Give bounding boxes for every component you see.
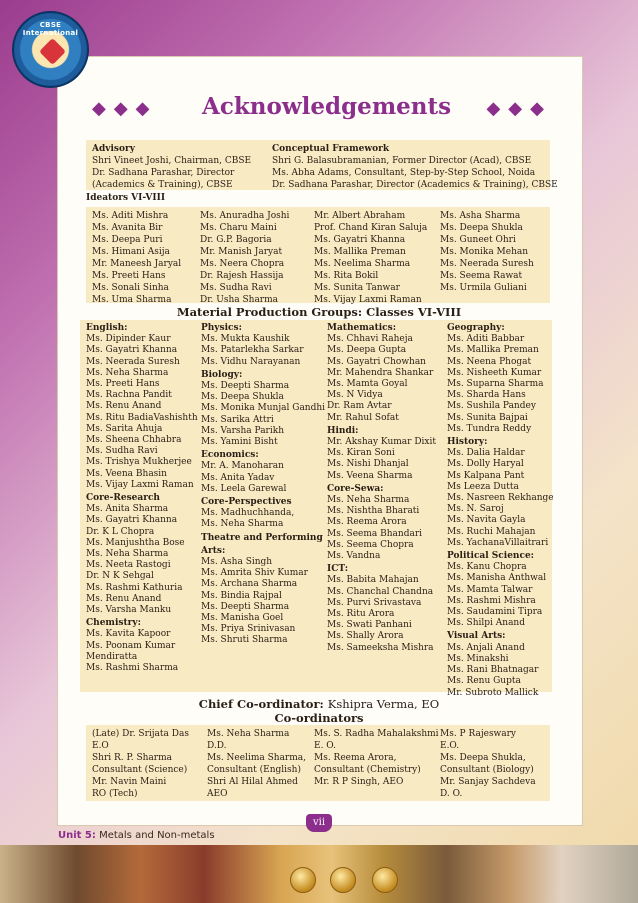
ideators-column-2 — [200, 210, 289, 306]
member-name: Ms. Neerada Suresh — [86, 356, 180, 367]
member-name: (Late) Dr. Srijata Das — [92, 729, 189, 739]
member-name: Ms. Vijay Laxmi Raman — [86, 479, 194, 490]
group-heading: ICT: — [327, 564, 349, 575]
member-name: Mr. Rahul Sofat — [327, 412, 399, 423]
member-name: Ms. Anita Yadav — [201, 472, 275, 483]
member-name: Ms. P Rajeswary — [440, 729, 517, 739]
member-name: Mendiratta — [86, 651, 138, 662]
group-heading: Mathematics: — [327, 323, 397, 333]
member-name: Ms. Preeti Hans — [86, 379, 160, 390]
member-name: Ms. Asha Singh — [201, 557, 273, 568]
member-name: Mr. Maneesh Jaryal — [92, 259, 182, 269]
member-name: Ms. Neerada Suresh — [440, 259, 534, 269]
group-heading: Hindi: — [327, 425, 359, 436]
member-name: Shri Al Hilal Ahmed — [207, 777, 298, 787]
member-name: D.D. — [207, 741, 227, 751]
member-name: Ms. Mallika Preman — [447, 345, 539, 356]
member-name: Ms. Ritu Arora — [327, 609, 395, 620]
member-name: Ms. Gayatri Khanna — [314, 235, 406, 245]
member-name: Ms. Sudha Ravi — [200, 283, 272, 293]
member-name: Mr. Subroto Mallick — [447, 687, 539, 698]
material-box — [80, 320, 554, 698]
member-name: Ms. Himani Asija — [92, 247, 170, 257]
member-name: E.O. — [440, 741, 460, 751]
group-heading: Geography: — [447, 323, 505, 333]
member-name: Ms. Chanchal Chandna — [327, 586, 434, 597]
member-name: Ms. Rashmi Sharma — [86, 663, 179, 674]
chief-label: Chief Co-ordinator: — [198, 697, 324, 711]
member-name: Ms. Guneet Ohri — [440, 235, 516, 245]
member-name: Ms. Ruchi Mahajan — [447, 526, 536, 537]
coordinators-column-4 — [440, 728, 536, 800]
member-name: E.O — [92, 741, 109, 751]
group-heading: Chemistry: — [86, 618, 141, 629]
member-name: Dr. Ram Avtar — [327, 401, 392, 412]
coordinators-column-2 — [207, 728, 306, 800]
member-name: Ms. Uma Sharma — [92, 295, 172, 305]
ideators-column-3 — [314, 210, 427, 306]
member-name: Ms. Rashmi Kathuria — [86, 582, 183, 593]
member-name: Ms. Yamini Bisht — [201, 437, 278, 448]
member-name: Consultant (English) — [207, 765, 301, 775]
member-name: Dr. Rajesh Hassija — [200, 271, 284, 281]
member-name: Ms. Reema Arora — [327, 517, 407, 528]
member-name: Ms. Rani Bhatnagar — [447, 665, 539, 676]
member-name: Ms. Dipinder Kaur — [86, 334, 171, 345]
member-name: Ms. Manjushtha Bose — [86, 537, 185, 548]
advisory-box — [86, 140, 558, 190]
member-name: Ms. Poonam Kumar — [86, 640, 176, 651]
advisory-title: Advisory — [92, 144, 135, 154]
member-name: Ms. Veena Sharma — [327, 470, 413, 481]
coordinators-title: Co-ordinators — [274, 711, 364, 725]
member-name: Ms. Nisheeth Kumar — [447, 367, 542, 378]
member-name: Consultant (Chemistry) — [314, 765, 421, 775]
member-name: Ms. Neena Phogat — [447, 356, 532, 367]
framework-title: Conceptual Framework — [272, 144, 390, 154]
member-name: Mr. Akshay Kumar Dixit — [327, 437, 436, 448]
member-name: Ms. Seema Bhandari — [327, 528, 423, 539]
member-name: Ms. Sameeksha Mishra — [327, 642, 434, 653]
member-name: Ms. Neha Sharma — [86, 367, 169, 378]
unit-title: Metals and Non-metals — [99, 830, 215, 841]
framework-line: Dr. Sadhana Parashar, Director (Academics & Training), CBSE — [272, 180, 558, 190]
member-name: Ms. Sunita Tanwar — [314, 283, 400, 293]
material-column-1 — [86, 323, 198, 674]
member-name: Ms. Babita Mahajan — [327, 575, 419, 586]
emblem-icon — [39, 38, 66, 65]
member-name: Ms. Patarlekha Sarkar — [201, 345, 304, 356]
page-title: Acknowledgements — [202, 93, 452, 120]
group-heading: Core-Perspectives — [201, 497, 292, 508]
member-name: Ms. Sharda Hans — [447, 390, 526, 401]
member-name: Ms. Sudha Ravi — [86, 446, 158, 457]
group-heading: English: — [86, 323, 128, 333]
member-name: E. O. — [314, 741, 337, 751]
member-name: Ms. N Vidya — [327, 390, 383, 401]
framework-line: Ms. Abha Adams, Consultant, Step-by-Step School, Noida — [272, 168, 536, 178]
member-name: Ms. Shilpi Anand — [447, 618, 525, 629]
member-name: Ms. Anita Sharma — [86, 504, 169, 515]
advisory-column — [92, 143, 251, 191]
member-name: Ms. Nishtha Bharati — [327, 506, 420, 517]
group-heading: Physics: — [201, 323, 242, 333]
member-name: Ms. Neelima Sharma, — [207, 753, 306, 763]
member-name: Ms. Anjali Anand — [447, 642, 525, 653]
member-name: Ms. YachanaVillaitrari — [447, 537, 549, 548]
member-name: Ms. Mamta Talwar — [447, 584, 533, 595]
chief-name: Kshipra Verma, EO — [327, 697, 440, 711]
member-name: D. O. — [440, 789, 463, 799]
member-name: Ms. Renu Anand — [86, 401, 162, 412]
group-heading: Core-Sewa: — [327, 483, 384, 494]
member-name: Ms. Purvi Srivastava — [327, 597, 422, 608]
group-heading: Arts: — [201, 545, 226, 556]
member-name: Ms. Aditi Babbar — [447, 334, 525, 345]
member-name: Mr. Mahendra Shankar — [327, 367, 434, 378]
member-name: Ms. Deepa Shukla — [440, 223, 523, 233]
diamond-icon-left: ◆◆◆ — [92, 98, 158, 119]
member-name: Ms. Mukta Kaushik — [201, 334, 290, 345]
advisory-line: Shri Vineet Joshi, Chairman, CBSE — [92, 156, 252, 166]
member-name: Ms. Archana Sharma — [201, 579, 298, 590]
group-heading: Visual Arts: — [447, 631, 506, 642]
member-name: Mr. A. Manoharan — [201, 461, 284, 472]
member-name: Ms. Neha Sharma — [86, 549, 169, 560]
member-name: Mr. Sanjay Sachdeva — [440, 777, 536, 787]
member-name: Ms. Leela Garewal — [201, 483, 287, 494]
member-name: Ms. Seema Chopra — [327, 539, 414, 550]
member-name: Dr. G.P. Bagoria — [200, 235, 272, 245]
member-name: Ms. Shruti Sharma — [201, 635, 288, 646]
member-name: Mr. Albert Abraham — [314, 211, 406, 221]
member-name: Ms. Trishya Mukherjee — [86, 457, 192, 468]
member-name: Consultant (Biology) — [440, 765, 534, 775]
member-name: Ms. Deepti Sharma — [201, 601, 290, 612]
member-name: Ms. Sonali Sinha — [92, 283, 169, 293]
ideators-box — [86, 207, 550, 303]
member-name: Ms. Renu Gupta — [447, 676, 521, 687]
member-name: Ms. Neha Sharma — [327, 495, 410, 506]
cbse-logo — [12, 11, 89, 88]
member-name: Ms. Nishi Dhanjal — [327, 459, 409, 470]
member-name: Ms. Rachna Pandit — [86, 390, 172, 401]
member-name: Ms. Monika Mehan — [440, 247, 529, 257]
member-name: Ms. Preeti Hans — [92, 271, 166, 281]
member-name: Ms. Charu Maini — [200, 223, 277, 233]
member-name: Ms. Shally Arora — [327, 631, 404, 642]
member-name: Ms. Madhuchhanda, — [201, 508, 295, 519]
member-name: Ms. Amrita Shiv Kumar — [201, 568, 308, 579]
member-name: Ms. Sushila Pandey — [447, 401, 536, 412]
member-name: Ms. Mamta Goyal — [327, 379, 408, 390]
page-number: vii — [306, 814, 332, 832]
group-heading: History: — [447, 437, 488, 448]
member-name: Prof. Chand Kiran Saluja — [314, 223, 428, 233]
member-name: Ms. Neha Sharma — [201, 519, 284, 530]
material-column-3 — [327, 323, 436, 654]
framework-line: Shri G. Balasubramanian, Former Director (Acad), CBSE — [272, 156, 532, 166]
member-name: Ms. Gayatri Khanna — [86, 515, 178, 526]
diamond-icon-right: ◆◆◆ — [486, 98, 552, 119]
member-name: Ms. Dalia Haldar — [447, 448, 525, 459]
member-name: Ms. Minakshi — [447, 653, 509, 664]
member-name: Ms. Deepa Shukla, — [440, 753, 526, 763]
member-name: Ms. Kanu Chopra — [447, 562, 527, 573]
member-name: Ms. Rita Bokil — [314, 271, 379, 281]
member-name: Ms. Aditi Mishra — [92, 211, 169, 221]
member-name: Ms. Rashmi Mishra — [447, 595, 536, 606]
chief-coordinator — [0, 697, 638, 711]
coordinators-column-3 — [314, 728, 439, 788]
member-name: Ms. Deepti Sharma — [201, 381, 290, 392]
member-name: Ms. Deepa Gupta — [327, 345, 407, 356]
member-name: Ms. Asha Sharma — [440, 211, 521, 221]
material-column-2 — [201, 323, 325, 647]
advisory-line: Dr. Sadhana Parashar, Director — [92, 168, 235, 178]
member-name: Ms. Varsha Parikh — [201, 425, 284, 436]
member-name: Ms. Kavita Kapoor — [86, 629, 171, 640]
member-name: Ms Leeza Dutta — [447, 481, 519, 492]
member-name: RO (Tech) — [92, 789, 138, 799]
member-name: Ms. Gayatri Chowhan — [327, 356, 426, 367]
member-name: Ms. Renu Anand — [86, 593, 162, 604]
coin-icon — [330, 867, 356, 893]
coin-icon — [290, 867, 316, 893]
member-name: Ms. Ritu BadiaVashishth — [86, 412, 198, 423]
group-heading: Political Science: — [447, 551, 535, 562]
member-name: Mr. R P Singh, AEO — [314, 777, 404, 787]
member-name: Ms. Manisha Anthwal — [447, 573, 547, 584]
member-name: Shri R. P. Sharma — [92, 753, 172, 763]
member-name: Consultant (Science) — [92, 765, 188, 775]
member-name: Ms. Tundra Reddy — [447, 423, 532, 434]
advisory-line: (Academics & Training), CBSE — [92, 180, 233, 190]
member-name: Ms. Deepa Puri — [92, 235, 163, 245]
member-name: Ms. Veena Bhasin — [86, 468, 167, 479]
ideators-title: Ideators VI-VIII — [86, 193, 166, 203]
unit-footer — [58, 830, 215, 841]
ideators-column-4 — [440, 210, 534, 294]
member-name: Mr. Manish Jaryat — [200, 247, 283, 257]
member-name: Ms. Nasreen Rekhange — [447, 493, 554, 504]
member-name: Ms. Seema Rawat — [440, 271, 523, 281]
member-name: Ms. Avanita Bir — [92, 223, 163, 233]
member-name: Ms. Monika Munjal Gandhi — [201, 403, 326, 414]
member-name: Ms. S. Radha Mahalakshmi — [314, 729, 439, 739]
member-name: Ms. Kiran Soni — [327, 448, 395, 459]
coordinators-column-1 — [92, 728, 189, 800]
member-name: Ms. Sunita Bajpai — [447, 412, 528, 423]
member-name: Ms. Suparna Sharma — [447, 379, 544, 390]
member-name: Ms. Vandna — [327, 551, 381, 562]
member-name: Dr. K L Chopra — [86, 526, 155, 537]
member-name: Ms. Neera Chopra — [200, 259, 285, 269]
decorative-photo-strip — [0, 845, 638, 903]
member-name: Ms. Sarika Attri — [201, 414, 274, 425]
ideators-column-1 — [92, 210, 181, 306]
member-name: AEO — [207, 789, 228, 799]
group-heading: Economics: — [201, 450, 259, 461]
member-name: Ms. Gayatri Khanna — [86, 345, 178, 356]
member-name: Ms. Sarita Ahuja — [86, 423, 163, 434]
member-name: Ms. Sheena Chhabra — [86, 435, 182, 446]
member-name: Ms. Chhavi Raheja — [327, 334, 413, 345]
material-section-title: Material Production Groups: Classes VI-VIII — [176, 305, 462, 319]
member-name: Ms. Navita Gayla — [447, 515, 526, 526]
logo-text: CBSE International — [22, 21, 79, 37]
material-column-4 — [447, 323, 554, 699]
member-name: Ms. Anuradha Joshi — [200, 211, 290, 221]
member-name: Ms. Deepa Shukla — [201, 392, 284, 403]
group-heading: Core-Research — [86, 493, 160, 504]
member-name: Ms. Saudamini Tipra — [447, 607, 543, 618]
member-name: Mr. Navin Maini — [92, 777, 167, 787]
member-name: Ms. Varsha Manku — [86, 605, 172, 616]
coin-icon — [372, 867, 398, 893]
member-name: Ms. N. Saroj — [447, 504, 504, 515]
member-name: Ms. Mallika Preman — [314, 247, 406, 257]
member-name: Ms. Urmila Guliani — [440, 283, 527, 293]
member-name: Ms. Neelima Sharma — [314, 259, 411, 269]
member-name: Ms. Swati Panhani — [327, 620, 412, 631]
member-name: Ms. Vidhu Narayanan — [201, 356, 301, 367]
framework-column — [272, 143, 558, 191]
member-name: Dr. Usha Sharma — [200, 295, 279, 305]
member-name: Dr. N K Sehgal — [86, 571, 154, 582]
member-name: Ms. Bindia Rajpal — [201, 590, 282, 601]
member-name: Ms. Manisha Goel — [201, 613, 284, 624]
member-name: Ms. Reema Arora, — [314, 753, 397, 763]
group-heading: Biology: — [201, 369, 243, 380]
page-header — [92, 93, 552, 125]
member-name: Ms. Priya Srinivasan — [201, 624, 296, 635]
group-heading: Theatre and Performing — [201, 532, 323, 543]
member-name: Ms Kalpana Pant — [447, 470, 525, 481]
coordinators-box — [86, 725, 550, 801]
member-name: Ms. Vijay Laxmi Raman — [314, 295, 422, 305]
unit-label: Unit 5: — [58, 830, 96, 841]
member-name: Ms. Dolly Haryal — [447, 459, 524, 470]
member-name: Ms. Neha Sharma — [207, 729, 290, 739]
member-name: Ms. Neeta Rastogi — [86, 560, 171, 571]
